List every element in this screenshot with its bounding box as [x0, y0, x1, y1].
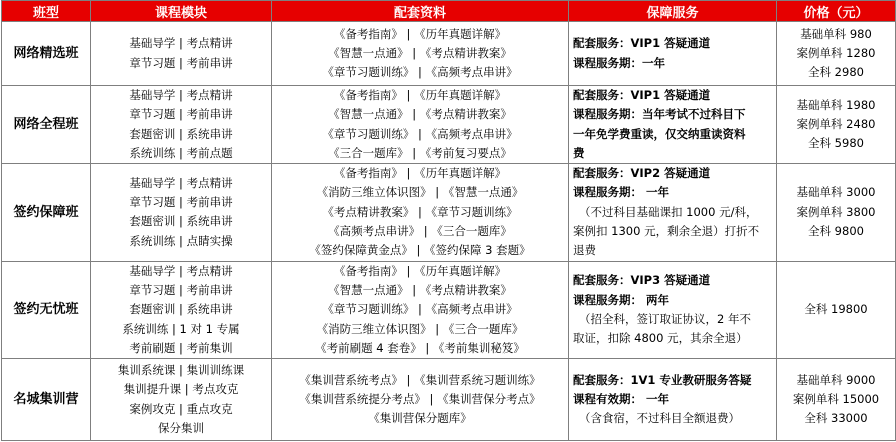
class-type: 签约保障班: [2, 164, 91, 261]
service-line: 课程服务期： 一年: [573, 185, 670, 200]
material-line: 《消防三维立体识图》 | 《智慧一点通》: [316, 185, 524, 200]
price-line: 基础单科 1980: [796, 97, 876, 112]
service-line: 课程服务期：当年考试不过科目下: [573, 107, 746, 122]
service-note: （含食宿，不过科目全额退费）: [579, 411, 740, 426]
service: [569, 164, 777, 261]
service-note: （招全科，签订取证协议，2 年不: [579, 311, 751, 326]
class-type: 名城集训营: [2, 359, 91, 441]
module-line: 集训系统课 | 集训训练课: [117, 363, 245, 378]
header-modules: 课程模块: [91, 1, 272, 22]
price-line: 全科 19800: [804, 302, 868, 317]
module-line: 套题密训 | 系统串讲: [129, 302, 233, 317]
table-row: [2, 22, 896, 86]
module-line: 章节习题 | 考前串讲: [129, 195, 233, 210]
material-line: 《高频考点串讲》 | 《三合一题库》: [328, 224, 512, 239]
service-line: 配套服务：VIP2 答疑通道: [573, 166, 711, 181]
price-line: 案例单科 15000: [792, 392, 880, 406]
materials: [272, 86, 569, 164]
module-line: 章节习题 | 考前串讲: [129, 282, 233, 297]
service-note: 退费: [573, 243, 596, 258]
header-price: 价格（元）: [777, 1, 896, 22]
service-line: 费: [573, 145, 585, 160]
price: [777, 261, 896, 358]
material-line: 《智慧一点通》 | 《考点精讲教案》: [328, 107, 512, 122]
price-line: 全科 9800: [808, 224, 864, 239]
module-line: 章节习题 | 考前串讲: [129, 55, 233, 70]
module-line: 考前刷题 | 考前集训: [129, 340, 233, 355]
module-line: 案例攻克 | 重点攻克: [129, 401, 233, 416]
price-line: 基础单科 3000: [796, 185, 876, 200]
material-line: 《集训营保分题库》: [368, 411, 472, 426]
class-type: 签约无忧班: [2, 261, 91, 358]
module-line: 系统训练 | 考前点题: [129, 145, 233, 160]
service: [569, 359, 777, 441]
course-modules: [91, 86, 272, 164]
module-line: 套题密训 | 系统串讲: [129, 126, 233, 141]
service-note: 案例扣 1300 元，剩余全退）打折不: [573, 224, 760, 239]
service-line: 配套服务：VIP1 答疑通道: [573, 88, 711, 102]
price: [777, 359, 896, 441]
table-header-row: [2, 1, 896, 22]
module-line: 系统训练 | 点睛实操: [129, 233, 233, 248]
price-line: 基础单科 980: [800, 26, 872, 41]
course-modules: [91, 22, 272, 86]
price-line: 全科 5980: [808, 136, 864, 151]
price-line: 案例单科 3800: [796, 204, 876, 219]
service-line: 课程服务期：一年: [573, 55, 665, 70]
material-line: 《备考指南》 | 《历年真题详解》: [333, 26, 507, 41]
material-line: 《集训营系统提分考点》 | 《集训营保分考点》: [299, 392, 541, 406]
price: [777, 164, 896, 261]
module-line: 系统训练 | 1 对 1 专属: [122, 321, 240, 336]
table-row: [2, 164, 896, 261]
material-line: 《智慧一点通》 | 《考点精讲教案》: [328, 282, 512, 297]
module-line: 章节习题 | 考前串讲: [129, 107, 233, 122]
service-note: 取证，扣除 4800 元，其余全退）: [573, 331, 748, 346]
service-note: （不过科目基础课扣 1000 元/科，: [579, 204, 758, 219]
material-line: 《备考指南》 | 《历年真题详解》: [333, 88, 507, 102]
material-line: 《章节习题训练》 | 《高频考点串讲》: [322, 126, 518, 141]
service: [569, 22, 777, 86]
module-line: 集训提升课 | 考点攻克: [123, 382, 239, 397]
service: [569, 261, 777, 358]
price-line: 全科 2980: [808, 65, 864, 80]
header-type: 班型: [2, 1, 91, 22]
material-line: 《三合一题库》 | 《考前复习要点》: [328, 145, 512, 160]
service: [569, 86, 777, 164]
materials: [272, 22, 569, 86]
header-service: 保障服务: [569, 1, 777, 22]
module-line: 基础导学 | 考点精讲: [129, 88, 233, 102]
materials: [272, 164, 569, 261]
table-row: [2, 261, 896, 358]
material-line: 《考前刷题 4 套卷》 | 《考前集训秘笈》: [315, 340, 525, 355]
material-line: 《签约保障黄金点》 | 《签约保障 3 套题》: [309, 243, 531, 258]
materials: [272, 359, 569, 441]
course-table: [1, 0, 896, 441]
price-line: 全科 33000: [804, 411, 868, 426]
course-modules: [91, 164, 272, 261]
price-line: 案例单科 1280: [796, 45, 876, 60]
material-line: 《智慧一点通》 | 《考点精讲教案》: [328, 45, 512, 60]
service-line: 一年免学费重读，仅交纳重读资料: [573, 126, 746, 141]
price-line: 基础单科 9000: [796, 372, 876, 387]
module-line: 保分集训: [158, 420, 204, 435]
course-modules: [91, 261, 272, 358]
class-type: 网络全程班: [2, 86, 91, 164]
price: [777, 22, 896, 86]
service-line: 配套服务：1V1 专业教研服务答疑: [573, 372, 752, 387]
price-line: 案例单科 2480: [796, 116, 876, 131]
module-line: 基础导学 | 考点精讲: [129, 175, 233, 190]
table-row: [2, 359, 896, 441]
material-line: 《备考指南》 | 《历年真题详解》: [333, 166, 507, 181]
table-row: [2, 86, 896, 164]
module-line: 基础导学 | 考点精讲: [129, 36, 233, 51]
material-line: 《集训营系统考点》 | 《集训营系统习题训练》: [299, 372, 541, 387]
material-line: 《消防三维立体识图》 | 《三合一题库》: [316, 321, 524, 336]
service-line: 配套服务：VIP3 答疑通道: [573, 273, 711, 288]
header-materials: 配套资料: [272, 1, 569, 22]
price: [777, 86, 896, 164]
class-type: 网络精选班: [2, 22, 91, 86]
material-line: 《章节习题训练》 | 《高频考点串讲》: [322, 302, 518, 317]
service-line: 课程有效期： 一年: [573, 392, 670, 406]
materials: [272, 261, 569, 358]
course-modules: [91, 359, 272, 441]
module-line: 基础导学 | 考点精讲: [129, 263, 233, 278]
service-line: 课程服务期： 两年: [573, 292, 670, 307]
material-line: 《章节习题训练》 | 《高频考点串讲》: [322, 65, 518, 80]
material-line: 《备考指南》 | 《历年真题详解》: [333, 263, 507, 278]
service-line: 配套服务：VIP1 答疑通道: [573, 36, 711, 51]
material-line: 《考点精讲教案》 | 《章节习题训练》: [322, 204, 518, 219]
module-line: 套题密训 | 系统串讲: [129, 214, 233, 229]
